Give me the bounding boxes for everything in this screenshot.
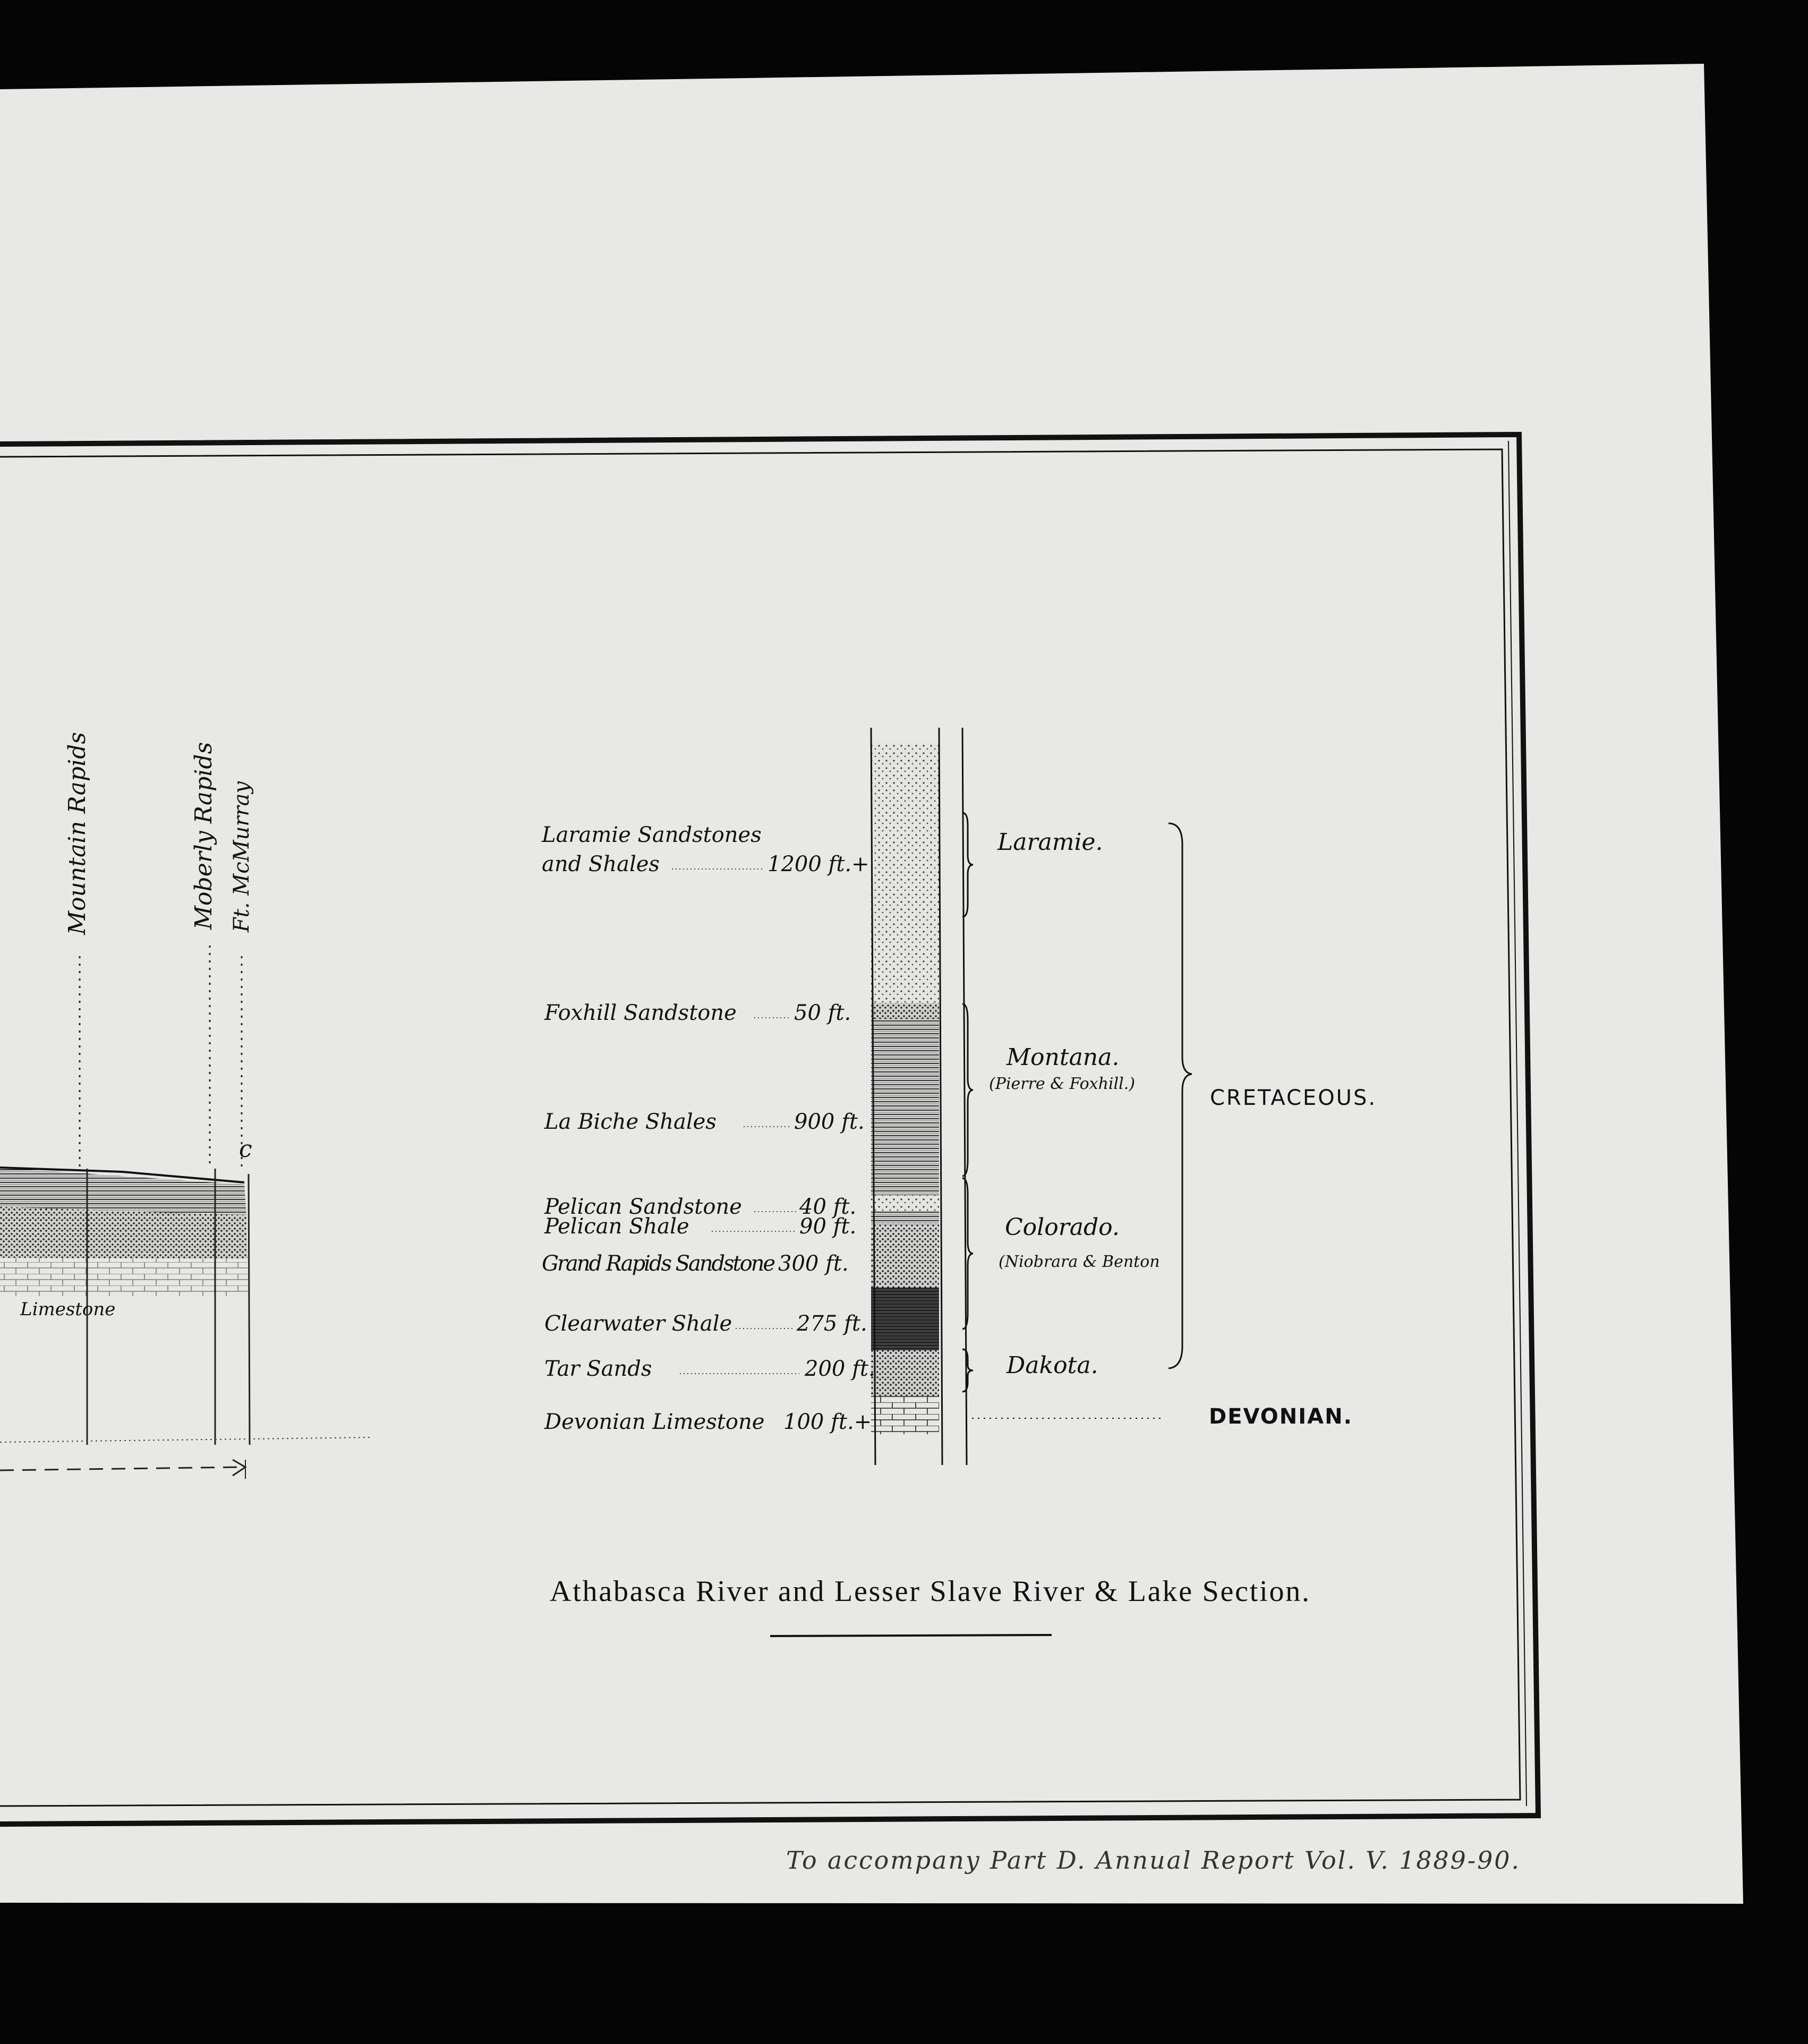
section-end-label: c	[239, 1136, 252, 1163]
column-grand-rapids	[871, 1224, 939, 1288]
column-devonian	[871, 1396, 939, 1434]
group-sub-montana: (Pierre & Foxhill.)	[989, 1075, 1135, 1093]
section-layer-limestone	[0, 1258, 249, 1296]
group-name-laramie: Laramie.	[997, 829, 1103, 856]
stratum-thickness-tar-sands: 200 ft.	[805, 1357, 875, 1381]
stratum-name-foxhill: Foxhill Sandstone	[544, 1001, 737, 1025]
column-la-biche	[871, 1019, 939, 1195]
column-laramie	[871, 743, 939, 1003]
system-label-devonian: DEVONIAN.	[1209, 1404, 1353, 1429]
title-underline	[770, 1635, 1052, 1636]
stratum-thickness-la-biche: 900 ft.	[794, 1110, 865, 1134]
stratum-name-clearwater: Clearwater Shale	[544, 1311, 732, 1336]
stratum-thickness-foxhill: 50 ft.	[794, 1001, 851, 1025]
column-pelican-sandstone	[871, 1195, 939, 1211]
stratum-name-pelican-shale: Pelican Shale	[544, 1214, 689, 1239]
stratum-name-grand-rapids: Grand Rapids Sandstone	[542, 1251, 775, 1276]
footer-note: To accompany Part D. Annual Report Vol. V. 1889-90.	[786, 1846, 1519, 1875]
stratum-name-la-biche: La Biche Shales	[544, 1110, 717, 1134]
stratum-thickness-grand-rapids: 300 ft.	[778, 1251, 849, 1276]
stratum-name-tar-sands: Tar Sands	[544, 1357, 652, 1381]
section-layer-tarsands	[0, 1207, 248, 1259]
group-name-colorado: Colorado.	[1005, 1214, 1120, 1241]
place-label-ft-mcmurray: Ft. McMurray	[229, 781, 254, 932]
section-title: Athabasca River and Lesser Slave River & Lake Section.	[550, 1575, 1309, 1608]
group-name-dakota: Dakota.	[1007, 1352, 1098, 1379]
column-clearwater	[871, 1288, 939, 1350]
section-layer-label-limestone: Limestone	[20, 1299, 116, 1320]
column-tar-sands	[871, 1350, 939, 1396]
column-foxhill	[871, 1003, 939, 1019]
stratum-thickness-clearwater: 275 ft.	[797, 1311, 867, 1336]
stratum-thickness-pelican-shale: 90 ft.	[799, 1214, 857, 1239]
stratum-name-laramie-2: and Shales	[542, 852, 660, 876]
column-pelican-shale	[871, 1211, 939, 1224]
group-sub-colorado: (Niobrara & Benton	[999, 1253, 1160, 1271]
stratum-name-laramie-1: Laramie Sandstones	[542, 823, 762, 847]
stratum-thickness-laramie: 1200 ft.+	[767, 852, 869, 876]
stratum-thickness-pelican-sandstone: 40 ft.	[799, 1195, 857, 1219]
group-name-montana: Montana.	[1007, 1044, 1120, 1071]
place-label-moberly-rapids: Moberly Rapids	[190, 742, 217, 930]
place-label-mountain-rapids: Mountain Rapids	[64, 732, 91, 935]
system-label-cretaceous: CRETACEOUS.	[1210, 1086, 1377, 1110]
stratum-thickness-devonian: 100 ft.+	[783, 1410, 872, 1434]
stratum-name-pelican-sandstone: Pelican Sandstone	[544, 1195, 742, 1219]
stratum-name-devonian: Devonian Limestone	[544, 1410, 765, 1434]
